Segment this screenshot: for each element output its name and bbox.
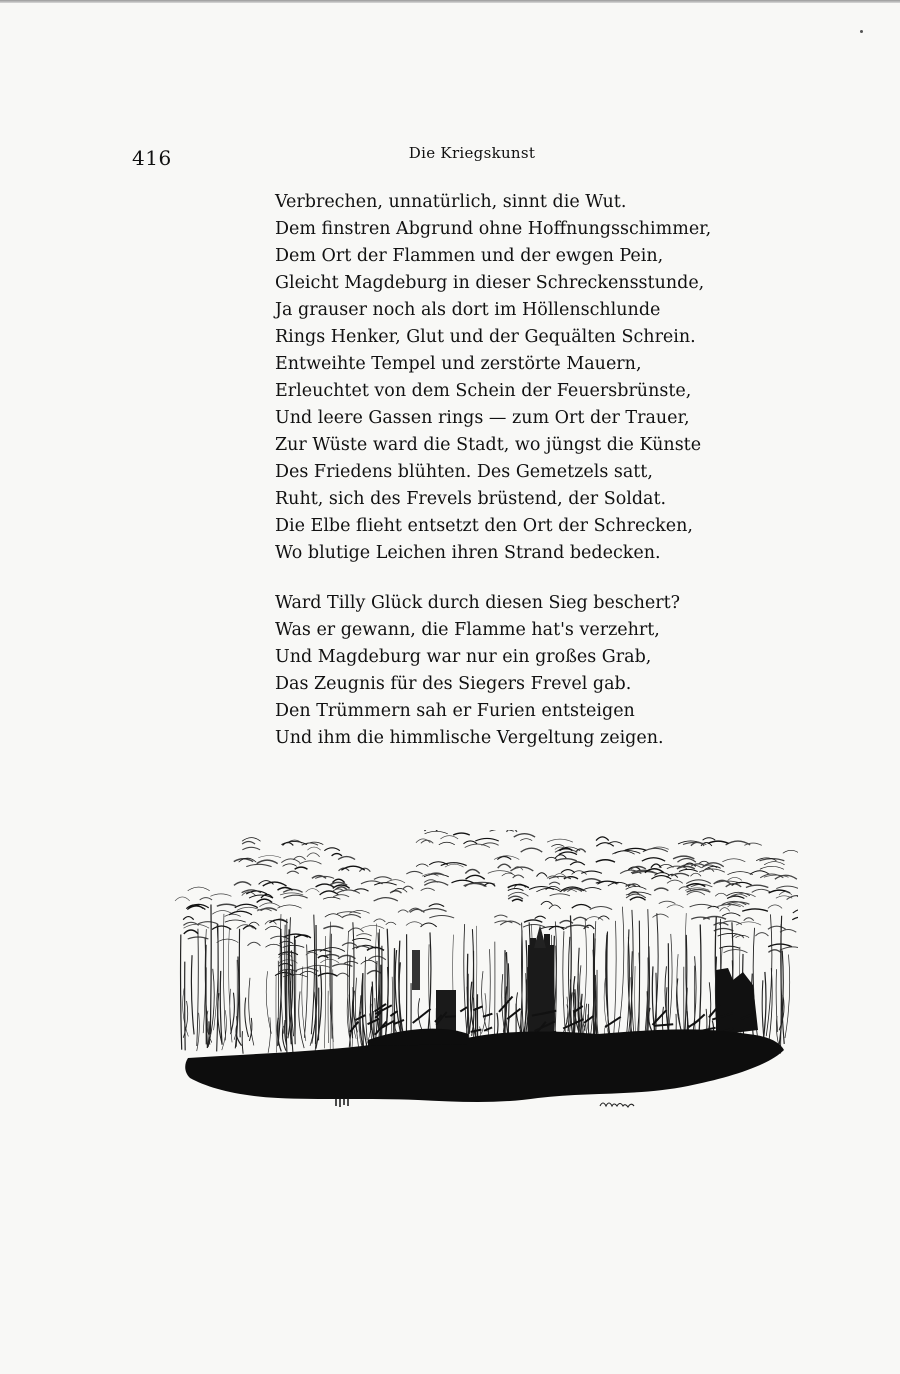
- verse-line: Und leere Gassen rings — zum Ort der Trauer,: [275, 408, 690, 428]
- verse-line: Und ihm die himmlische Vergeltung zeigen.: [275, 728, 664, 748]
- verse-line: Was er gewann, die Flamme hat's verzehrt,: [275, 620, 660, 640]
- paper-speck: [860, 30, 863, 33]
- verse-line: Ruht, sich des Frevels brüstend, der Soldat.: [275, 489, 667, 509]
- running-head: Die Kriegskunst: [408, 144, 536, 162]
- verse-line: Verbrechen, unnatürlich, sinnt die Wut.: [275, 192, 627, 212]
- verse-line: Ja grauser noch als dort im Höllenschlunde: [275, 300, 661, 320]
- page-number: 416: [132, 146, 172, 170]
- verse-line: Das Zeugnis für des Siegers Frevel gab.: [275, 674, 632, 694]
- verse-line: Des Friedens blühten. Des Gemetzels satt,: [275, 462, 653, 482]
- verse-line: Erleuchtet von dem Schein der Feuersbrünste,: [275, 381, 692, 401]
- poem-stanza-1: [275, 189, 711, 567]
- verse-line: Die Elbe flieht entsetzt den Ort der Schrecken,: [275, 516, 693, 536]
- verse-line: Zur Wüste ward die Stadt, wo jüngst die Künste: [275, 435, 702, 455]
- verse-line: Gleicht Magdeburg in dieser Schreckensstunde,: [275, 273, 705, 293]
- poem-stanza-2: [275, 590, 680, 752]
- ground-figures: [336, 1098, 348, 1107]
- verse-line: Den Trümmern sah er Furien entsteigen: [275, 701, 635, 721]
- verse-line: Rings Henker, Glut und der Gequälten Schrein.: [275, 327, 696, 347]
- burning-city-illustration: [168, 830, 798, 1120]
- dark-ground: [185, 1029, 784, 1102]
- smoke-hatching: [175, 830, 798, 977]
- verse-line: Wo blutige Leichen ihren Strand bedecken.: [275, 543, 661, 563]
- verse-line: Ward Tilly Glück durch diesen Sieg beschert?: [275, 593, 681, 613]
- engraving-svg: [168, 830, 798, 1120]
- artist-signature: [600, 1103, 634, 1107]
- verse-line: Dem Ort der Flammen und der ewgen Pein,: [275, 246, 664, 266]
- verse-line: Dem finstren Abgrund ohne Hoffnungsschimmer,: [275, 219, 712, 239]
- top-edge-rule: [0, 0, 900, 3]
- verse-line: Und Magdeburg war nur ein großes Grab,: [275, 647, 652, 667]
- verse-line: Entweihte Tempel und zerstörte Mauern,: [275, 354, 642, 374]
